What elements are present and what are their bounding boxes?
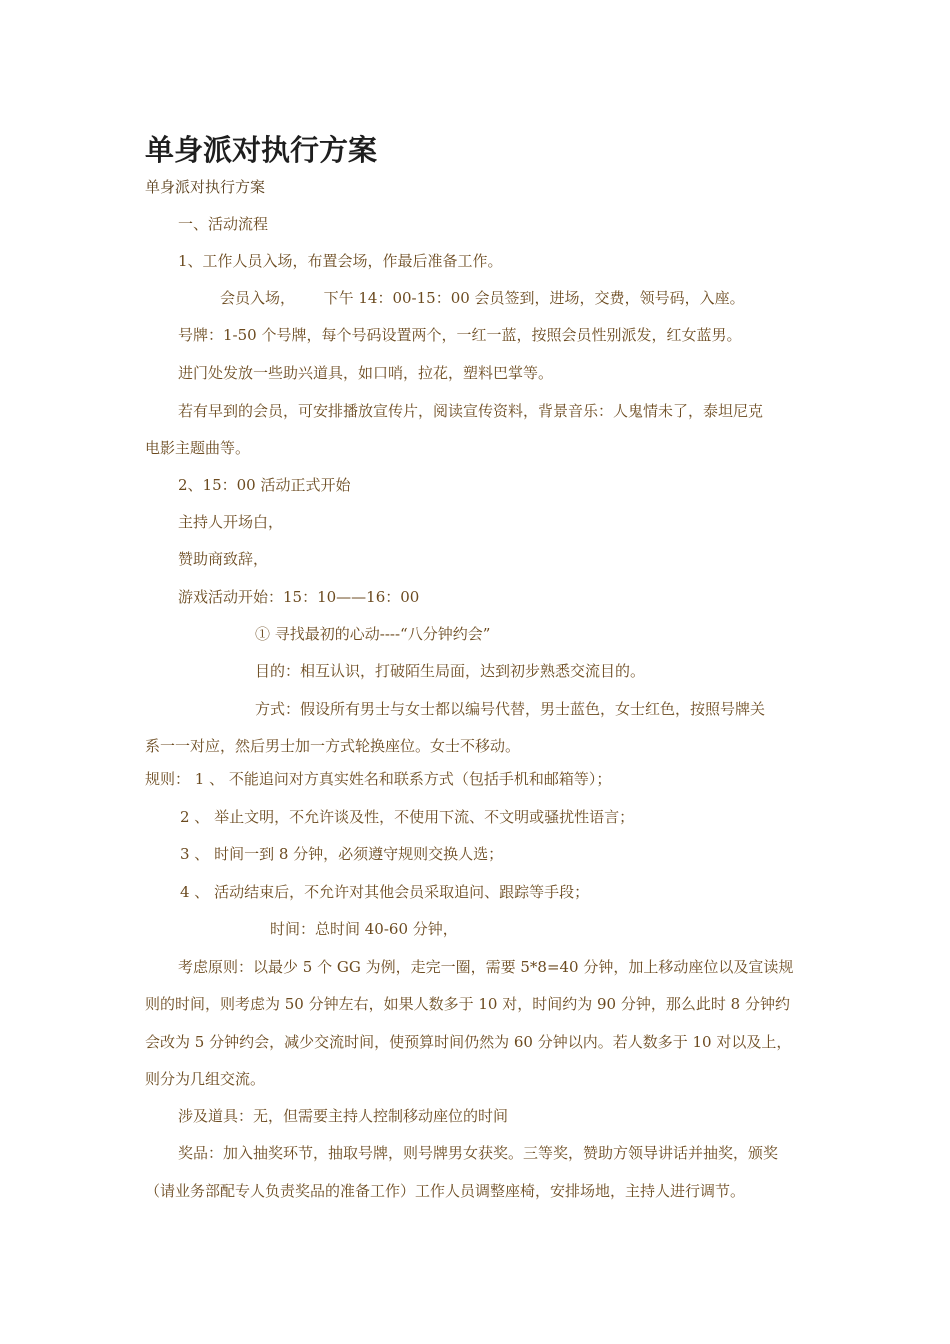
- rules-line: 2 、 举止文明，不允许谈及性，不使用下流、不文明或骚扰性语言；: [180, 808, 635, 826]
- paragraph-line: 涉及道具：无，但需要主持人控制移动座位的时间: [178, 1107, 509, 1125]
- paragraph-line: 游戏活动开始：15：10——16：00: [178, 588, 420, 606]
- paragraph-line: 则的时间，则考虑为 50 分钟左右，如果人数多于 10 对，时间约为 90 分钟，那么此时 8 分钟约: [145, 995, 790, 1013]
- paragraph-line: 则分为几组交流。: [145, 1070, 266, 1088]
- paragraph-line: 1、工作人员入场，布置会场，作最后准备工作。: [178, 252, 503, 270]
- paragraph-line: （请业务部配专人负责奖品的准备工作）工作人员调整座椅，安排场地，主持人进行调节。: [145, 1182, 746, 1200]
- section-heading-flow: 一、活动流程: [178, 215, 269, 233]
- paragraph-line: 奖品：加入抽奖环节，抽取号牌，则号牌男女获奖。三等奖，赞助方领导讲话并抽奖，颁奖: [178, 1144, 779, 1162]
- paragraph-line: 主持人开场白，: [178, 513, 284, 531]
- document-title: 单身派对执行方案: [145, 133, 378, 167]
- rules-line: 4 、 活动结束后，不允许对其他会员采取追问、跟踪等手段；: [180, 883, 590, 901]
- paragraph-line: 系一一对应，然后男士加一方式轮换座位。女士不移动。: [145, 737, 521, 755]
- paragraph-line: 会改为 5 分钟约会，减少交流时间，使预算时间仍然为 60 分钟以内。若人数多于 10 对以及上，: [145, 1033, 792, 1051]
- paragraph-line: 电影主题曲等。: [145, 439, 251, 457]
- paragraph-line: 赞助商致辞，: [178, 550, 269, 568]
- document-subtitle: 单身派对执行方案: [145, 178, 266, 196]
- rules-line: 规则： 1 、 不能追问对方真实姓名和联系方式（包括手机和邮箱等）；: [145, 770, 612, 788]
- paragraph-line: 若有早到的会员，可安排播放宣传片，阅读宣传资料，背景音乐：人鬼情未了，泰坦尼克: [178, 402, 764, 420]
- paragraph-line: 进门处发放一些助兴道具，如口哨，拉花，塑料巴掌等。: [178, 364, 554, 382]
- paragraph-line: 方式：假设所有男士与女士都以编号代替，男士蓝色，女士红色，按照号牌关: [255, 700, 766, 718]
- game-heading: ① 寻找最初的心动----“八分钟约会”: [255, 625, 491, 643]
- rules-line: 3 、 时间一到 8 分钟，必须遵守规则交换人选；: [180, 845, 504, 863]
- section-heading-start: 2、15：00 活动正式开始: [178, 476, 351, 494]
- paragraph-line: 考虑原则：以最少 5 个 GG 为例，走完一圈，需要 5*8=40 分钟，加上移动座位以及宣读规: [178, 958, 794, 976]
- paragraph-line: 时间：总时间 40-60 分钟，: [270, 920, 458, 938]
- paragraph-line: 号牌：1-50 个号牌，每个号码设置两个，一红一蓝，按照会员性别派发，红女蓝男。: [178, 326, 742, 344]
- paragraph-line: 目的：相互认识，打破陌生局面，达到初步熟悉交流目的。: [255, 662, 646, 680]
- paragraph-line: 会员入场， 下午 14：00-15：00 会员签到，进场，交费，领号码，入座。: [220, 289, 745, 307]
